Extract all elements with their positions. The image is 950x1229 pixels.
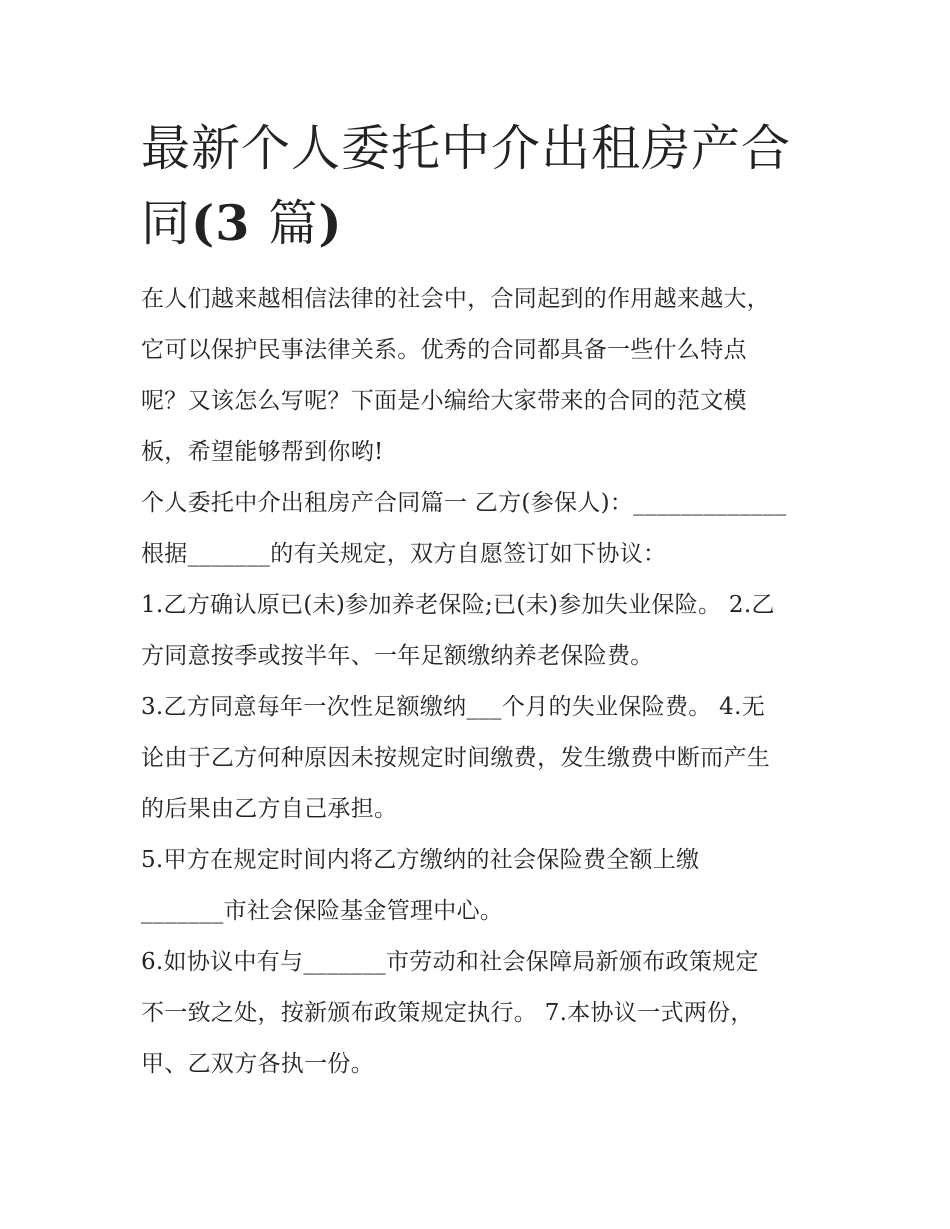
clause-line: _______市社会保险基金管理中心。 <box>141 898 504 924</box>
document-body <box>141 274 821 1090</box>
document-title <box>141 112 821 260</box>
title-count-unit: 篇 <box>268 195 319 252</box>
title-line-2 <box>141 186 821 260</box>
clause-line: 论由于乙方何种原因未按规定时间缴费，发生缴费中断而产生 <box>141 745 771 771</box>
intro-line: 它可以保护民事法律关系。优秀的合同都具备一些什么特点 <box>141 337 747 363</box>
clause-5-paragraph <box>141 835 821 937</box>
clause-line: 方同意按季或按半年、一年足额缴纳养老保险费。 <box>141 643 654 669</box>
clause-1-2-paragraph <box>141 580 821 682</box>
section-1-line: 个人委托中介出租房产合同篇一 乙方(参保人)：_____________ <box>141 490 787 516</box>
clause-6-7-paragraph <box>141 937 821 1090</box>
title-line-2-prefix: 同 <box>141 195 192 252</box>
clause-line: 不一致之处，按新颁布政策规定执行。 7.本协议一式两份， <box>141 1000 754 1026</box>
clause-line: 5.甲方在规定时间内将乙方缴纳的社会保险费全额上缴 <box>141 847 700 873</box>
section-1-line: 根据_______的有关规定，双方自愿签订如下协议： <box>141 541 667 567</box>
intro-paragraph <box>141 274 821 478</box>
clause-line: 6.如协议中有与_______市劳动和社会保障局新颁布政策规定 <box>141 949 759 975</box>
clause-line: 的后果由乙方自己承担。 <box>141 796 398 822</box>
clause-line: 3.乙方同意每年一次性足额缴纳___个月的失业保险费。 4.无 <box>141 694 765 720</box>
title-line-1: 最新个人委托中介出租房产合 <box>141 120 792 177</box>
clause-line: 甲、乙双方各执一份。 <box>141 1051 374 1077</box>
intro-line: 在人们越来越相信法律的社会中，合同起到的作用越来越大， <box>141 286 771 312</box>
title-count-close: ) <box>318 194 343 252</box>
clause-line: 1.乙方确认原已(未)参加养老保险;已(未)参加失业保险。 2.乙 <box>141 592 775 618</box>
title-count-open: (3 <box>191 194 269 252</box>
section-1-paragraph <box>141 478 821 580</box>
intro-line: 板，希望能够帮到你哟! <box>141 439 384 465</box>
clause-3-4-paragraph <box>141 682 821 835</box>
intro-line: 呢？又该怎么写呢？下面是小编给大家带来的合同的范文模 <box>141 388 747 414</box>
